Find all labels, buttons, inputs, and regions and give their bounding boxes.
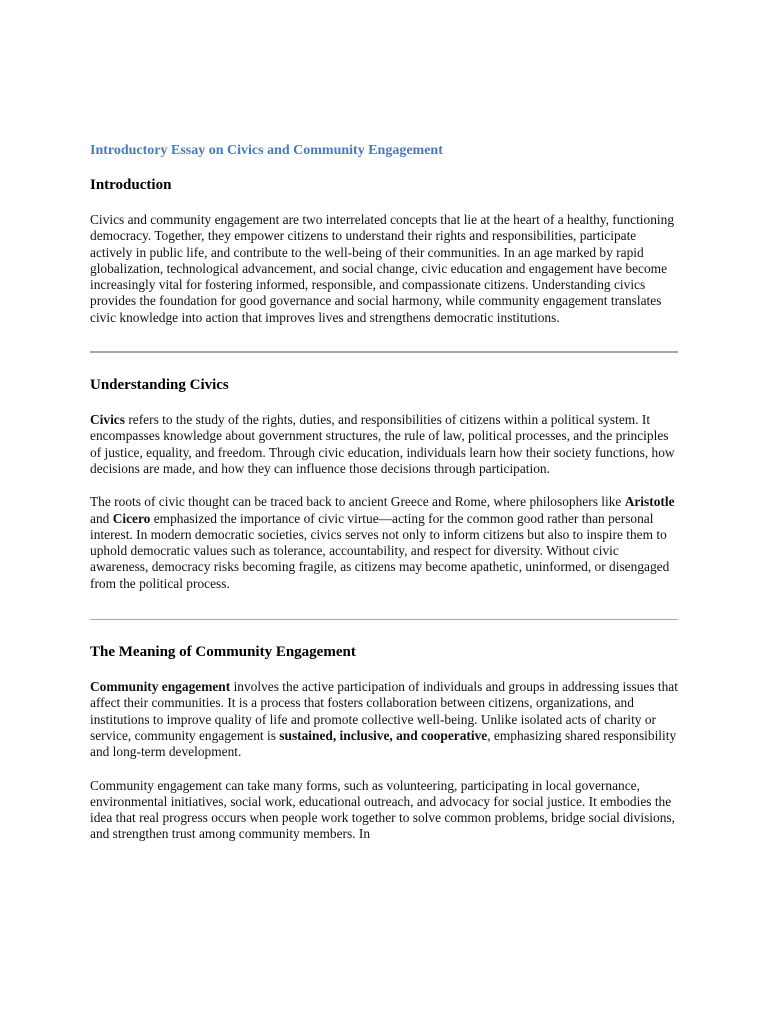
engagement-paragraph-1-text-b: , emphasizing shared responsibility and long-term development. — [90, 727, 677, 760]
section-introduction — [90, 176, 680, 326]
civics-paragraph-2-text-a: The roots of civic thought can be traced back to ancient Greece and Rome, where philosophers like — [90, 494, 625, 510]
document-title: Introductory Essay on Civics and Community Engagement — [90, 143, 443, 158]
civics-term: Civics — [90, 412, 125, 428]
section-divider — [90, 351, 678, 353]
civics-paragraph-2-and: and — [90, 510, 113, 526]
section-community-engagement — [90, 643, 680, 843]
section-heading-community-engagement: The Meaning of Community Engagement — [90, 644, 356, 661]
civics-paragraph-2 — [90, 494, 680, 592]
civics-paragraph-1 — [90, 412, 680, 477]
engagement-term: Community engagement — [90, 679, 231, 695]
section-understanding-civics — [90, 376, 680, 592]
name-aristotle: Aristotle — [624, 494, 675, 510]
section-divider — [90, 619, 678, 620]
civics-paragraph-1-text: refers to the study of the rights, duties, and responsibilities of citizens within a political system. It encompasses knowledge about government structures, the rule of law, political processes, and the principles of justice, equality, and freedom. Through civic education, individuals learn how their society functions, how decisions are made, and how they can influence those decisions through participation. — [90, 412, 675, 476]
engagement-paragraph-2: Community engagement can take many forms, such as volunteering, participating in local governance, environmental initiatives, social work, educational outreach, and advocacy for social justice. It embodies the idea that real progress occurs when people work together to solve common problems, bridge social divisions, and strengthen trust among community members. In — [90, 777, 675, 842]
section-heading-introduction: Introduction — [90, 177, 172, 193]
engagement-paragraph-1-text-a: involves the active participation of individuals and groups in addressing issues that affect their communities. It is a process that fosters collaboration between citizens, organizations, and institutions to improve quality of life and promote collective well-being. Unlike isolated acts of charity or service, community engagement is — [90, 679, 678, 743]
name-cicero: Cicero — [112, 510, 151, 526]
engagement-qualities: sustained, inclusive, and cooperative — [279, 727, 488, 743]
introduction-paragraph: Civics and community engagement are two interrelated concepts that lie at the heart of a healthy, functioning democracy. Together, they empower citizens to understand their rights and responsibilities, participate actively in public life, and contribute to the well-being of their communities. In an age marked by rapid globalization, technological advancement, and social change, civic education and engagement have become increasingly vital for fostering informed, responsible, and compassionate citizens. Understanding civics provides the foundation for good governance and social harmony, while community engagement translates civic knowledge into action that improves lives and strengthens democratic institutions. — [90, 212, 675, 325]
civics-paragraph-2-text-b: emphasized the importance of civic virtue—acting for the common good rather than personal interest. In modern democratic societies, civics serves not only to inform citizens but also to inspire them to uphold democratic values such as tolerance, accountability, and respect for diversity. Without civic awareness, democracy risks becoming fragile, as citizens may become apathetic, uninformed, or disengaged from the political process. — [90, 510, 670, 591]
section-heading-understanding-civics: Understanding Civics — [90, 377, 229, 394]
document-page — [90, 142, 680, 860]
engagement-paragraph-1 — [90, 679, 680, 760]
